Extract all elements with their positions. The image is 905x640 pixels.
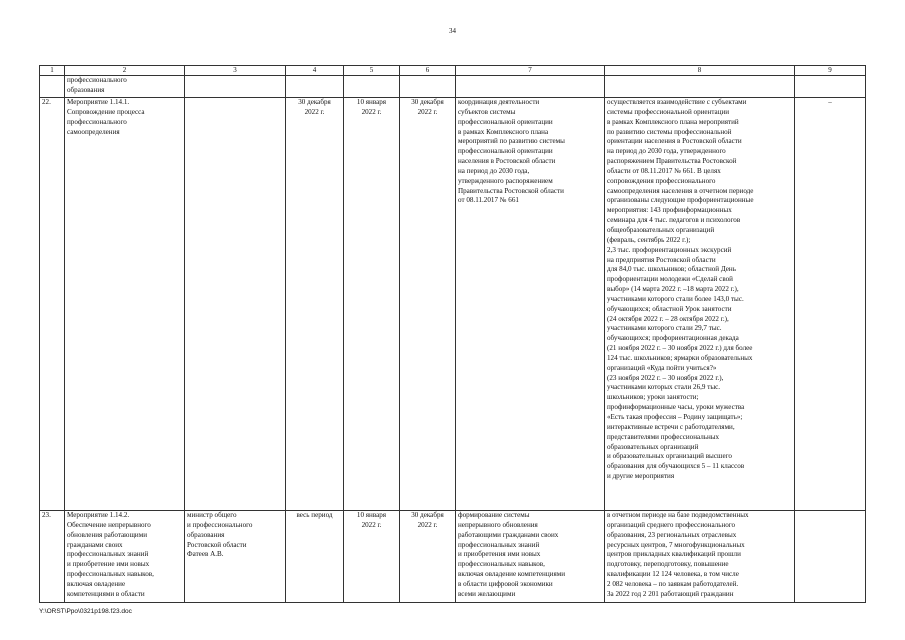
end-date: 30 декабря 2022 г. bbox=[400, 98, 456, 511]
expected-result: координация деятельности субъектов системы профессиональной ориентации в рамках Комплексного плана мероприятий по развитию системы профессиональной ориентации населения в Ростовской области на период до 2030 года, утвержденного распоряжением Правительства Ростовской области от 08.11.2017 № 661 bbox=[456, 98, 605, 511]
table-row bbox=[40, 511, 866, 603]
end-date: 30 декабря 2022 г. bbox=[400, 511, 456, 603]
start-date: 10 января 2022 г. bbox=[344, 98, 400, 511]
activity-name: Мероприятие 1.14.1. Сопровождение процесса профессионального самоопределения bbox=[65, 98, 185, 511]
col-header-4: 4 bbox=[286, 66, 344, 76]
file-path-footer: Y:\ORST\Ppo\0321p198.f23.doc bbox=[39, 608, 132, 615]
actual-result: в отчетном периоде на базе подведомственных организаций среднего профессионального образования, 23 региональных отраслевых ресурсных центров, 7 многофункциональных центров прикладных квалификаций прошли подготовку, переподготовку, повышение квалификации 12 124 человека, в том числе 2 082 человека – по заявкам работодателей. За 2022 год 2 201 работающий гражданин bbox=[605, 511, 795, 603]
column-number-row bbox=[40, 66, 866, 76]
deadline: весь период bbox=[286, 511, 344, 603]
start-date: 10 января 2022 г. bbox=[344, 511, 400, 603]
col-header-7: 7 bbox=[456, 66, 605, 76]
continuation-text: профессионального образования bbox=[65, 76, 185, 98]
report-table bbox=[39, 65, 866, 603]
col-header-1: 1 bbox=[40, 66, 65, 76]
col-header-8: 8 bbox=[605, 66, 795, 76]
table-row bbox=[40, 98, 866, 511]
row-number: 22. bbox=[40, 98, 65, 511]
continuation-row bbox=[40, 76, 866, 98]
expected-result: формирование системы непрерывного обновления работающими гражданами своих профессиональных знаний и приобретения ими новых профессиональных навыков, включая овладение компетенциями в области цифровой экономики всеми желающими bbox=[456, 511, 605, 603]
page-number: 34 bbox=[449, 27, 456, 35]
col-header-6: 6 bbox=[400, 66, 456, 76]
col-header-5: 5 bbox=[344, 66, 400, 76]
responsible: министр общего и профессионального образования Ростовской области Фатеев А.В. bbox=[185, 511, 286, 603]
responsible bbox=[185, 98, 286, 511]
col-header-3: 3 bbox=[185, 66, 286, 76]
actual-result: осуществляется взаимодействие с субъектами системы профессиональной ориентации в рамках Комплексного плана мероприятий по развитию системы профессиональной ориентации населения в Ростовской области на период до 2030 года, утвержденного распоряжением Правительства Ростовской области от 08.11.2017 № 661. В целях сопровождения профессионального самоопределения населения в отчетном периоде организованы следующие профориентационные мероприятия: 143 профинформационных семинара для 4 тыс. педагогов и психологов общеобразовательных организаций (февраль, сентябрь 2022 г.); 2,3 тыс. профориентационных экскурсий на предприятия Ростовской области для 84,0 тыс. школьников; областной День профориентации молодежи «Сделай свой выбор» (14 марта 2022 г. –18 марта 2022 г.), участниками которого стали более 143,0 тыс. обучающихся; областной Урок занятости (24 октября 2022 г. – 28 октября 2022 г.), участниками которого стали 29,7 тыс. обучающихся; профориентационная декада (21 ноября 2022 г. – 30 ноября 2022 г.) для более 124 тыс. школьников; ярмарки образовательных организаций «Куда пойти учиться?» (23 ноября 2022 г. – 30 ноября 2022 г.), участниками которых стали 26,9 тыс. школьников; уроки занятости; профинформационные часы, уроки мужества «Есть такая профессия – Родину защищать»; интерактивные встречи с работодателями, представителями профессиональных образовательных организаций и образовательных организаций высшего образования для обучающихся 5 – 11 классов и другие мероприятия bbox=[605, 98, 795, 511]
notes: – bbox=[795, 98, 866, 511]
row-number: 23. bbox=[40, 511, 65, 603]
col-header-9: 9 bbox=[795, 66, 866, 76]
deadline: 30 декабря 2022 г. bbox=[286, 98, 344, 511]
notes bbox=[795, 511, 866, 603]
col-header-2: 2 bbox=[65, 66, 185, 76]
activity-name: Мероприятие 1.14.2. Обеспечение непрерывного обновления работающими гражданами своих профессиональных знаний и приобретение ими новых профессиональных навыков, включая овладение компетенциями в области bbox=[65, 511, 185, 603]
